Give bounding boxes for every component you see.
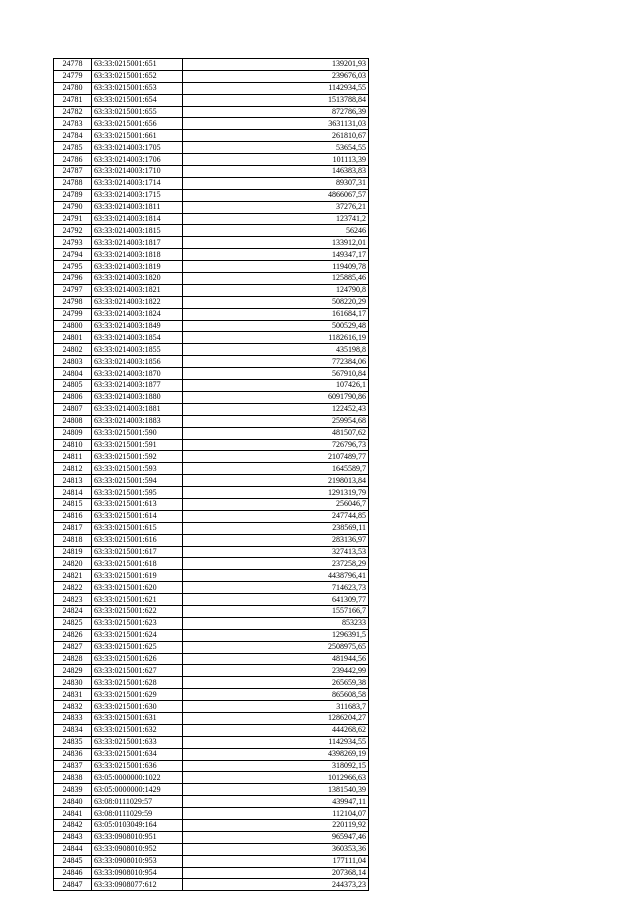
- table-row: [54, 261, 369, 273]
- cadastral-value-cell: 1557166,7: [183, 605, 369, 617]
- cadastral-number-cell: 63:33:0215001:615: [92, 522, 183, 534]
- cadastral-number-cell: 63:33:0215001:614: [92, 510, 183, 522]
- cadastral-value-cell: 1296391,5: [183, 629, 369, 641]
- cadastral-value-cell: 965947,46: [183, 831, 369, 843]
- table-row: [54, 689, 369, 701]
- cadastral-number-cell: 63:33:0215001:626: [92, 653, 183, 665]
- cadastral-number-cell: 63:33:0908010:952: [92, 843, 183, 855]
- row-number-cell: 24785: [54, 142, 92, 154]
- table-row: [54, 665, 369, 677]
- row-number-cell: 24823: [54, 594, 92, 606]
- table-row: [54, 82, 369, 94]
- cadastral-value-cell: 1286204,27: [183, 712, 369, 724]
- table-row: [54, 451, 369, 463]
- row-number-cell: 24811: [54, 451, 92, 463]
- row-number-cell: 24836: [54, 748, 92, 760]
- cadastral-number-cell: 63:33:0214003:1849: [92, 320, 183, 332]
- cadastral-number-cell: 63:33:0214003:1855: [92, 344, 183, 356]
- table-body: [54, 59, 369, 891]
- row-number-cell: 24806: [54, 391, 92, 403]
- row-number-cell: 24798: [54, 296, 92, 308]
- cadastral-number-cell: 63:33:0215001:652: [92, 70, 183, 82]
- row-number-cell: 24824: [54, 605, 92, 617]
- cadastral-number-cell: 63:33:0214003:1714: [92, 177, 183, 189]
- cadastral-value-cell: 2198013,84: [183, 475, 369, 487]
- cadastral-number-cell: 63:33:0215001:618: [92, 558, 183, 570]
- cadastral-value-cell: 259954,68: [183, 415, 369, 427]
- table-row: [54, 701, 369, 713]
- cadastral-number-cell: 63:33:0215001:592: [92, 451, 183, 463]
- row-number-cell: 24822: [54, 582, 92, 594]
- cadastral-number-cell: 63:33:0214003:1854: [92, 332, 183, 344]
- cadastral-number-cell: 63:33:0215001:594: [92, 475, 183, 487]
- cadastral-value-cell: 101113,39: [183, 154, 369, 166]
- table-row: [54, 605, 369, 617]
- row-number-cell: 24800: [54, 320, 92, 332]
- cadastral-number-cell: 63:33:0215001:654: [92, 94, 183, 106]
- table-row: [54, 439, 369, 451]
- cadastral-number-cell: 63:33:0215001:613: [92, 498, 183, 510]
- cadastral-value-cell: 220119,92: [183, 820, 369, 832]
- table-row: [54, 558, 369, 570]
- cadastral-value-cell: 1142934,55: [183, 82, 369, 94]
- cadastral-number-cell: 63:33:0214003:1881: [92, 403, 183, 415]
- row-number-cell: 24783: [54, 118, 92, 130]
- row-number-cell: 24791: [54, 213, 92, 225]
- row-number-cell: 24837: [54, 760, 92, 772]
- row-number-cell: 24826: [54, 629, 92, 641]
- cadastral-number-cell: 63:33:0908010:951: [92, 831, 183, 843]
- cadastral-value-cell: 772384,06: [183, 356, 369, 368]
- cadastral-value-cell: 865608,58: [183, 689, 369, 701]
- row-number-cell: 24812: [54, 463, 92, 475]
- table-row: [54, 510, 369, 522]
- row-number-cell: 24834: [54, 724, 92, 736]
- cadastral-number-cell: 63:33:0215001:653: [92, 82, 183, 94]
- cadastral-number-cell: 63:08:0111029:57: [92, 796, 183, 808]
- table-row: [54, 594, 369, 606]
- cadastral-number-cell: 63:33:0214003:1817: [92, 237, 183, 249]
- row-number-cell: 24792: [54, 225, 92, 237]
- cadastral-number-cell: 63:33:0215001:620: [92, 582, 183, 594]
- table-row: [54, 166, 369, 178]
- row-number-cell: 24835: [54, 736, 92, 748]
- row-number-cell: 24794: [54, 249, 92, 261]
- table-row: [54, 820, 369, 832]
- table-row: [54, 475, 369, 487]
- cadastral-value-cell: 37276,21: [183, 201, 369, 213]
- cadastral-number-cell: 63:33:0215001:630: [92, 701, 183, 713]
- cadastral-value-cell: 360353,36: [183, 843, 369, 855]
- cadastral-value-cell: 112104,07: [183, 808, 369, 820]
- cadastral-number-cell: 63:33:0214003:1811: [92, 201, 183, 213]
- table-row: [54, 142, 369, 154]
- row-number-cell: 24781: [54, 94, 92, 106]
- cadastral-value-cell: 177111,04: [183, 855, 369, 867]
- table-row: [54, 130, 369, 142]
- cadastral-number-cell: 63:33:0215001:622: [92, 605, 183, 617]
- cadastral-number-cell: 63:33:0215001:617: [92, 546, 183, 558]
- table-row: [54, 356, 369, 368]
- table-row: [54, 225, 369, 237]
- cadastral-value-cell: 439947,11: [183, 796, 369, 808]
- cadastral-number-cell: 63:33:0214003:1870: [92, 368, 183, 380]
- row-number-cell: 24843: [54, 831, 92, 843]
- row-number-cell: 24825: [54, 617, 92, 629]
- table-row: [54, 249, 369, 261]
- table-row: [54, 59, 369, 71]
- table-row: [54, 498, 369, 510]
- table-row: [54, 867, 369, 879]
- cadastral-number-cell: 63:33:0214003:1818: [92, 249, 183, 261]
- cadastral-number-cell: 63:33:0215001:619: [92, 570, 183, 582]
- cadastral-number-cell: 63:33:0215001:656: [92, 118, 183, 130]
- row-number-cell: 24796: [54, 273, 92, 285]
- row-number-cell: 24778: [54, 59, 92, 71]
- cadastral-value-cell: 327413,53: [183, 546, 369, 558]
- cadastral-number-cell: 63:33:0215001:625: [92, 641, 183, 653]
- table-row: [54, 463, 369, 475]
- table-row: [54, 617, 369, 629]
- table-row: [54, 237, 369, 249]
- cadastral-value-cell: 1291319,79: [183, 487, 369, 499]
- cadastral-value-cell: 714623,73: [183, 582, 369, 594]
- cadastral-number-cell: 63:33:0215001:624: [92, 629, 183, 641]
- cadastral-value-cell: 283136,97: [183, 534, 369, 546]
- cadastral-value-cell: 567910,84: [183, 368, 369, 380]
- table-row: [54, 570, 369, 582]
- cadastral-number-cell: 63:05:0103049:164: [92, 820, 183, 832]
- table-row: [54, 653, 369, 665]
- cadastral-value-cell: 6091790,86: [183, 391, 369, 403]
- cadastral-number-cell: 63:05:0000000:1022: [92, 772, 183, 784]
- cadastral-number-cell: 63:33:0215001:623: [92, 617, 183, 629]
- row-number-cell: 24810: [54, 439, 92, 451]
- cadastral-number-cell: 63:33:0214003:1706: [92, 154, 183, 166]
- row-number-cell: 24827: [54, 641, 92, 653]
- cadastral-number-cell: 63:33:0215001:621: [92, 594, 183, 606]
- cadastral-number-cell: 63:33:0214003:1819: [92, 261, 183, 273]
- row-number-cell: 24786: [54, 154, 92, 166]
- table-row: [54, 629, 369, 641]
- cadastral-value-cell: 239442,99: [183, 665, 369, 677]
- cadastral-number-cell: 63:08:0111029:59: [92, 808, 183, 820]
- row-number-cell: 24830: [54, 677, 92, 689]
- row-number-cell: 24844: [54, 843, 92, 855]
- table-row: [54, 213, 369, 225]
- row-number-cell: 24805: [54, 380, 92, 392]
- cadastral-value-cell: 107426,1: [183, 380, 369, 392]
- cadastral-value-cell: 237258,29: [183, 558, 369, 570]
- row-number-cell: 24828: [54, 653, 92, 665]
- row-number-cell: 24789: [54, 189, 92, 201]
- table-row: [54, 843, 369, 855]
- cadastral-value-cell: 641309,77: [183, 594, 369, 606]
- cadastral-value-cell: 207368,14: [183, 867, 369, 879]
- row-number-cell: 24845: [54, 855, 92, 867]
- table-row: [54, 403, 369, 415]
- cadastral-value-cell: 853233: [183, 617, 369, 629]
- cadastral-value-cell: 265659,38: [183, 677, 369, 689]
- table-row: [54, 641, 369, 653]
- cadastral-value-cell: 2107489,77: [183, 451, 369, 463]
- row-number-cell: 24833: [54, 712, 92, 724]
- row-number-cell: 24813: [54, 475, 92, 487]
- cadastral-number-cell: 63:33:0908077:612: [92, 879, 183, 891]
- cadastral-value-cell: 56246: [183, 225, 369, 237]
- row-number-cell: 24797: [54, 284, 92, 296]
- cadastral-value-cell: 318092,15: [183, 760, 369, 772]
- table-row: [54, 118, 369, 130]
- table-row: [54, 522, 369, 534]
- table-row: [54, 831, 369, 843]
- row-number-cell: 24816: [54, 510, 92, 522]
- cadastral-value-table: [53, 58, 369, 891]
- row-number-cell: 24817: [54, 522, 92, 534]
- table-row: [54, 582, 369, 594]
- table-row: [54, 879, 369, 891]
- cadastral-value-cell: 139201,93: [183, 59, 369, 71]
- row-number-cell: 24838: [54, 772, 92, 784]
- cadastral-number-cell: 63:05:0000000:1429: [92, 784, 183, 796]
- table-row: [54, 760, 369, 772]
- row-number-cell: 24815: [54, 498, 92, 510]
- row-number-cell: 24807: [54, 403, 92, 415]
- table-row: [54, 784, 369, 796]
- cadastral-value-cell: 1012966,63: [183, 772, 369, 784]
- cadastral-number-cell: 63:33:0214003:1820: [92, 273, 183, 285]
- row-number-cell: 24782: [54, 106, 92, 118]
- table-row: [54, 415, 369, 427]
- row-number-cell: 24839: [54, 784, 92, 796]
- cadastral-number-cell: 63:33:0215001:655: [92, 106, 183, 118]
- table-row: [54, 748, 369, 760]
- table-row: [54, 808, 369, 820]
- cadastral-value-cell: 435198,8: [183, 344, 369, 356]
- cadastral-value-cell: 1513788,84: [183, 94, 369, 106]
- cadastral-number-cell: 63:33:0215001:593: [92, 463, 183, 475]
- row-number-cell: 24802: [54, 344, 92, 356]
- cadastral-number-cell: 63:33:0215001:636: [92, 760, 183, 772]
- table-row: [54, 308, 369, 320]
- table-row: [54, 712, 369, 724]
- row-number-cell: 24840: [54, 796, 92, 808]
- row-number-cell: 24847: [54, 879, 92, 891]
- cadastral-value-cell: 1645589,7: [183, 463, 369, 475]
- row-number-cell: 24819: [54, 546, 92, 558]
- row-number-cell: 24841: [54, 808, 92, 820]
- table-row: [54, 106, 369, 118]
- cadastral-value-cell: 119409,78: [183, 261, 369, 273]
- cadastral-number-cell: 63:33:0214003:1705: [92, 142, 183, 154]
- row-number-cell: 24784: [54, 130, 92, 142]
- cadastral-number-cell: 63:33:0908010:954: [92, 867, 183, 879]
- cadastral-value-cell: 444268,62: [183, 724, 369, 736]
- table-row: [54, 724, 369, 736]
- table-row: [54, 332, 369, 344]
- cadastral-number-cell: 63:33:0215001:628: [92, 677, 183, 689]
- cadastral-value-cell: 89307,31: [183, 177, 369, 189]
- row-number-cell: 24793: [54, 237, 92, 249]
- cadastral-number-cell: 63:33:0215001:627: [92, 665, 183, 677]
- cadastral-number-cell: 63:33:0215001:632: [92, 724, 183, 736]
- cadastral-value-cell: 161684,17: [183, 308, 369, 320]
- cadastral-value-cell: 3631131,03: [183, 118, 369, 130]
- cadastral-value-cell: 122452,43: [183, 403, 369, 415]
- table-row: [54, 391, 369, 403]
- cadastral-value-cell: 2508975,65: [183, 641, 369, 653]
- row-number-cell: 24787: [54, 166, 92, 178]
- cadastral-value-cell: 133912,01: [183, 237, 369, 249]
- table-row: [54, 320, 369, 332]
- cadastral-number-cell: 63:33:0215001:633: [92, 736, 183, 748]
- cadastral-value-cell: 53654,55: [183, 142, 369, 154]
- cadastral-value-cell: 238569,11: [183, 522, 369, 534]
- cadastral-number-cell: 63:33:0215001:661: [92, 130, 183, 142]
- table-row: [54, 855, 369, 867]
- cadastral-value-cell: 726796,73: [183, 439, 369, 451]
- table-row: [54, 534, 369, 546]
- cadastral-number-cell: 63:33:0214003:1880: [92, 391, 183, 403]
- row-number-cell: 24779: [54, 70, 92, 82]
- cadastral-value-cell: 1142934,55: [183, 736, 369, 748]
- table-row: [54, 154, 369, 166]
- row-number-cell: 24799: [54, 308, 92, 320]
- cadastral-value-cell: 4438796,41: [183, 570, 369, 582]
- cadastral-value-cell: 123741,2: [183, 213, 369, 225]
- table-row: [54, 546, 369, 558]
- cadastral-value-cell: 872786,39: [183, 106, 369, 118]
- cadastral-value-cell: 244373,23: [183, 879, 369, 891]
- cadastral-value-cell: 149347,17: [183, 249, 369, 261]
- row-number-cell: 24803: [54, 356, 92, 368]
- table-row: [54, 380, 369, 392]
- table-row: [54, 296, 369, 308]
- table-row: [54, 70, 369, 82]
- row-number-cell: 24831: [54, 689, 92, 701]
- cadastral-number-cell: 63:33:0214003:1877: [92, 380, 183, 392]
- cadastral-value-cell: 4398269,19: [183, 748, 369, 760]
- cadastral-value-cell: 481507,62: [183, 427, 369, 439]
- table-row: [54, 796, 369, 808]
- cadastral-value-cell: 125885,46: [183, 273, 369, 285]
- cadastral-value-cell: 311683,7: [183, 701, 369, 713]
- table-row: [54, 772, 369, 784]
- row-number-cell: 24818: [54, 534, 92, 546]
- cadastral-value-cell: 4866067,57: [183, 189, 369, 201]
- cadastral-value-cell: 146383,83: [183, 166, 369, 178]
- table-row: [54, 201, 369, 213]
- row-number-cell: 24821: [54, 570, 92, 582]
- cadastral-number-cell: 63:33:0215001:591: [92, 439, 183, 451]
- row-number-cell: 24829: [54, 665, 92, 677]
- table-row: [54, 273, 369, 285]
- row-number-cell: 24820: [54, 558, 92, 570]
- cadastral-number-cell: 63:33:0214003:1815: [92, 225, 183, 237]
- cadastral-number-cell: 63:33:0214003:1856: [92, 356, 183, 368]
- table-row: [54, 368, 369, 380]
- cadastral-value-cell: 481944,56: [183, 653, 369, 665]
- row-number-cell: 24814: [54, 487, 92, 499]
- row-number-cell: 24801: [54, 332, 92, 344]
- table-row: [54, 284, 369, 296]
- cadastral-number-cell: 63:33:0215001:595: [92, 487, 183, 499]
- cadastral-number-cell: 63:33:0214003:1821: [92, 284, 183, 296]
- cadastral-value-cell: 1182616,19: [183, 332, 369, 344]
- cadastral-value-cell: 256046,7: [183, 498, 369, 510]
- cadastral-number-cell: 63:33:0214003:1883: [92, 415, 183, 427]
- cadastral-value-cell: 247744,85: [183, 510, 369, 522]
- cadastral-value-cell: 239676,03: [183, 70, 369, 82]
- table-row: [54, 189, 369, 201]
- cadastral-number-cell: 63:33:0214003:1822: [92, 296, 183, 308]
- table-row: [54, 94, 369, 106]
- table-row: [54, 427, 369, 439]
- table-row: [54, 677, 369, 689]
- row-number-cell: 24846: [54, 867, 92, 879]
- row-number-cell: 24795: [54, 261, 92, 273]
- row-number-cell: 24790: [54, 201, 92, 213]
- table-row: [54, 177, 369, 189]
- table-row: [54, 487, 369, 499]
- cadastral-value-cell: 500529,48: [183, 320, 369, 332]
- cadastral-number-cell: 63:33:0908010:953: [92, 855, 183, 867]
- cadastral-value-cell: 124790,8: [183, 284, 369, 296]
- cadastral-number-cell: 63:33:0215001:616: [92, 534, 183, 546]
- row-number-cell: 24808: [54, 415, 92, 427]
- cadastral-number-cell: 63:33:0215001:634: [92, 748, 183, 760]
- cadastral-value-cell: 1381540,39: [183, 784, 369, 796]
- row-number-cell: 24780: [54, 82, 92, 94]
- cadastral-value-cell: 508220,29: [183, 296, 369, 308]
- cadastral-number-cell: 63:33:0215001:590: [92, 427, 183, 439]
- cadastral-number-cell: 63:33:0214003:1824: [92, 308, 183, 320]
- row-number-cell: 24832: [54, 701, 92, 713]
- row-number-cell: 24809: [54, 427, 92, 439]
- cadastral-number-cell: 63:33:0215001:629: [92, 689, 183, 701]
- row-number-cell: 24842: [54, 820, 92, 832]
- row-number-cell: 24804: [54, 368, 92, 380]
- cadastral-number-cell: 63:33:0214003:1710: [92, 166, 183, 178]
- cadastral-value-cell: 261810,67: [183, 130, 369, 142]
- table-row: [54, 736, 369, 748]
- cadastral-number-cell: 63:33:0214003:1814: [92, 213, 183, 225]
- table-row: [54, 344, 369, 356]
- cadastral-number-cell: 63:33:0215001:631: [92, 712, 183, 724]
- cadastral-number-cell: 63:33:0214003:1715: [92, 189, 183, 201]
- row-number-cell: 24788: [54, 177, 92, 189]
- cadastral-number-cell: 63:33:0215001:651: [92, 59, 183, 71]
